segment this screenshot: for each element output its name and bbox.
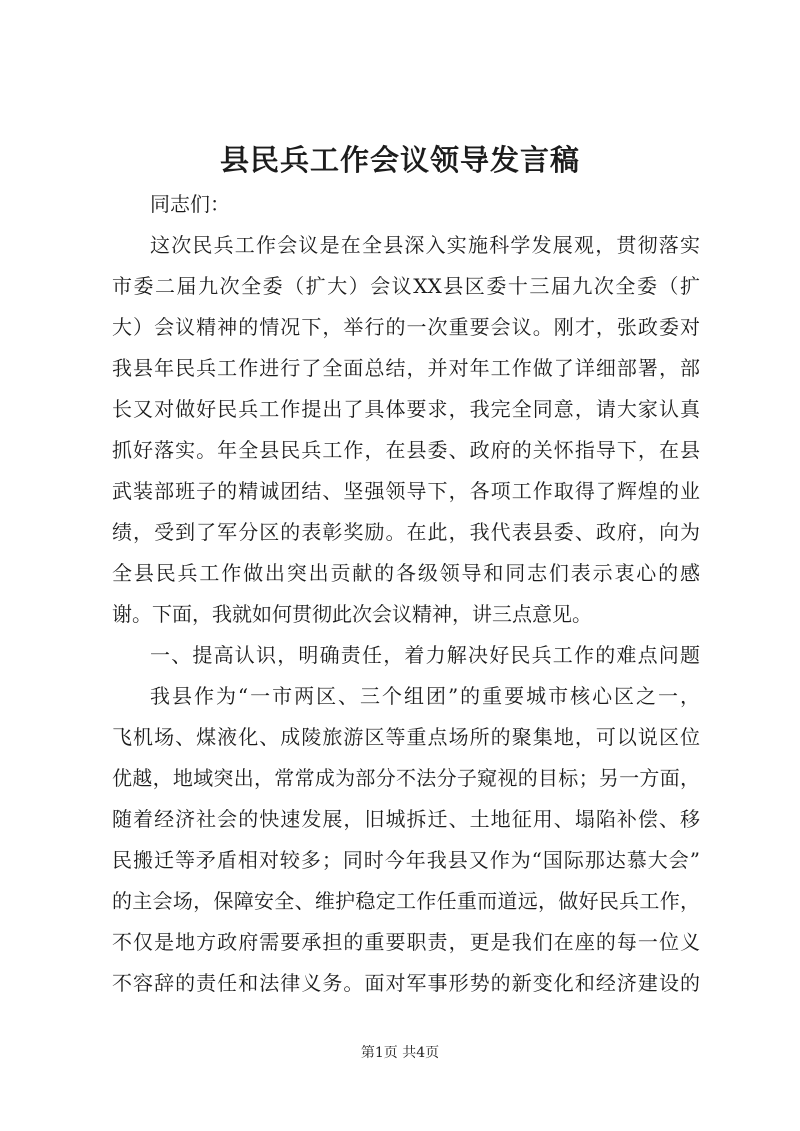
paragraph-line: 这次民兵工作会议是在全县深入实施科学发展观，贯彻落实 <box>150 233 700 257</box>
paragraph-line: 随着经济社会的快速发展，旧城拆迁、土地征用、塌陷补偿、移 <box>112 807 700 831</box>
paragraph-line: 我县作为“一市两区、三个组团”的重要城市核心区之一， <box>150 684 700 708</box>
paragraph-line: 不仅是地方政府需要承担的重要职责，更是我们在座的每一位义 <box>112 930 700 954</box>
paragraph-line: 大）会议精神的情况下，举行的一次重要会议。刚才，张政委对 <box>112 315 700 339</box>
page-number-footer: 第1页 共4页 <box>360 1045 440 1061</box>
document-body <box>112 184 700 1004</box>
salutation: 同志们： <box>150 192 230 216</box>
paragraph-line: 武装部班子的精诚团结、坚强领导下，各项工作取得了辉煌的业 <box>112 479 700 503</box>
paragraph-line: 的主会场，保障安全、维护稳定工作任重而道远，做好民兵工作， <box>112 889 700 913</box>
paragraph-line: 长又对做好民兵工作提出了具体要求，我完全同意，请大家认真 <box>112 397 700 421</box>
paragraph-line: 不容辞的责任和法律义务。面对军事形势的新变化和经济建设的 <box>112 971 700 995</box>
document-title: 县民兵工作会议领导发言稿 <box>219 143 580 177</box>
paragraph-line: 优越，地域突出，常常成为部分不法分子窥视的目标；另一方面， <box>112 766 700 790</box>
paragraph-line: 市委二届九次全委（扩大）会议XX县区委十三届九次全委（扩 <box>112 274 700 298</box>
paragraph-line: 抓好落实。年全县民兵工作，在县委、政府的关怀指导下，在县 <box>112 438 700 462</box>
paragraph-1 <box>112 225 700 635</box>
paragraph-line: 我县年民兵工作进行了全面总结，并对年工作做了详细部署，部 <box>112 356 700 380</box>
paragraph-line: 飞机场、煤液化、成陵旅游区等重点场所的聚集地，可以说区位 <box>112 725 700 749</box>
paragraph-line: 谢。下面，我就如何贯彻此次会议精神，讲三点意见。 <box>112 602 592 626</box>
paragraph-2 <box>112 676 700 1004</box>
section-heading: 一、提高认识，明确责任，着力解决好民兵工作的难点问题 <box>150 643 700 667</box>
paragraph-line: 绩，受到了军分区的表彰奖励。在此，我代表县委、政府，向为 <box>112 520 700 544</box>
paragraph-line: 民搬迁等矛盾相对较多；同时今年我县又作为“国际那达慕大会” <box>112 848 700 872</box>
paragraph-line: 全县民兵工作做出突出贡献的各级领导和同志们表示衷心的感 <box>112 561 700 585</box>
